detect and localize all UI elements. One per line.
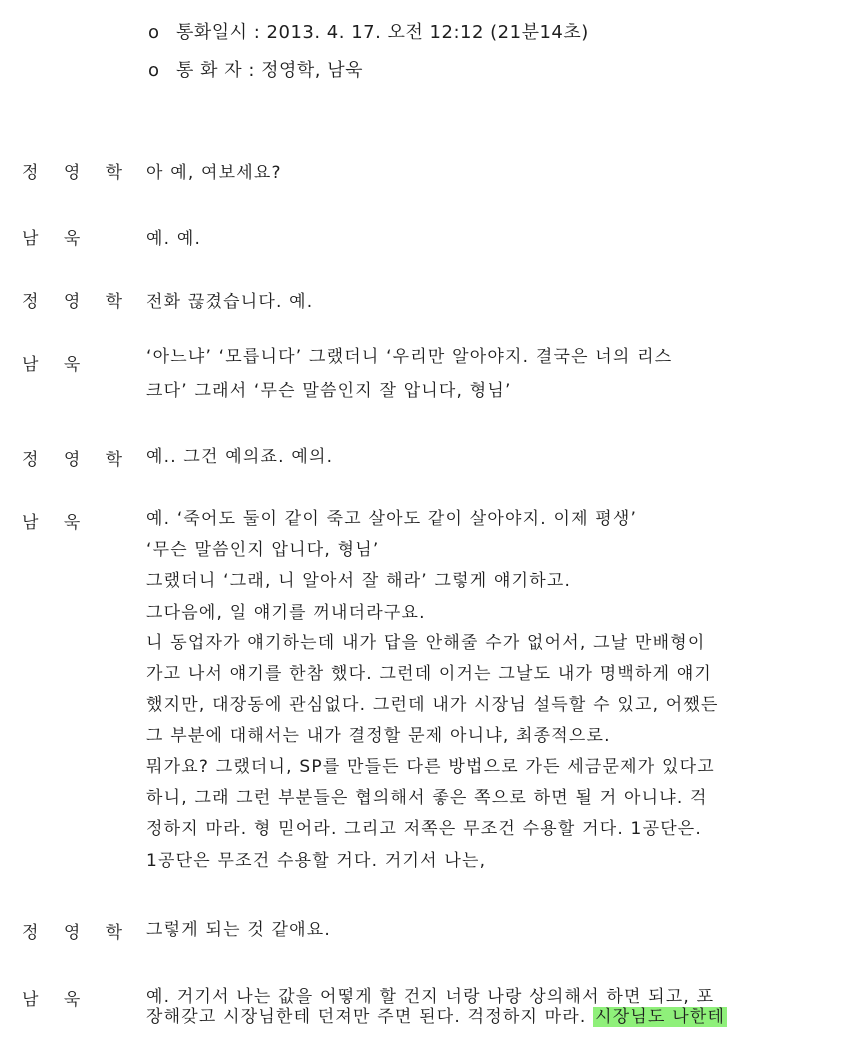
speaker-label: 남 욱 xyxy=(22,355,91,375)
speaker-label: 정 영 학 xyxy=(22,292,133,312)
utterance-text: 장해갖고 시장님한테 던져만 주면 된다. 걱정하지 마라. xyxy=(146,1007,594,1027)
bullet-marker: o xyxy=(148,22,160,43)
speaker-label: 정 영 학 xyxy=(22,923,133,943)
utterance-line: 예. 예. xyxy=(146,229,202,249)
bullet-marker: o xyxy=(148,60,160,81)
utterance-line: 예. ‘죽어도 둘이 같이 죽고 살아도 같이 살아야지. 이제 평생’ xyxy=(146,509,638,529)
utterance-line: 그렇게 되는 것 같애요. xyxy=(146,920,332,940)
speaker-label: 남 욱 xyxy=(22,990,91,1010)
utterance-line: 예.. 그건 예의죠. 예의. xyxy=(146,447,334,467)
utterance-line: 그 부분에 대해서는 내가 결정할 문제 아니냐, 최종적으로. xyxy=(146,726,611,746)
utterance-line: 니 동업자가 얘기하는데 내가 답을 안해줄 수가 없어서, 그날 만배형이 xyxy=(146,633,706,653)
speaker-label: 정 영 학 xyxy=(22,163,133,183)
utterance-line: 하니, 그래 그런 부분들은 협의해서 좋은 쪽으로 하면 될 거 아니냐. 걱 xyxy=(146,788,708,808)
utterance-line: 뭐가요? 그랬더니, SP를 만들든 다른 방법으로 가든 세금문제가 있다고 xyxy=(146,757,715,777)
utterance-line: ‘무슨 말씀인지 압니다, 형님’ xyxy=(146,540,380,560)
utterance-line: 예. 거기서 나는 값을 어떻게 할 건지 너랑 나랑 상의해서 하면 되고, 포 xyxy=(146,987,715,1007)
highlighted-text: 시장님도 나한테 xyxy=(595,1007,726,1027)
utterance-line: 전화 끊겼습니다. 예. xyxy=(146,292,314,312)
utterance-line: 아 예, 여보세요? xyxy=(146,163,282,183)
call-datetime: 통화일시 : 2013. 4. 17. 오전 12:12 (21분14초) xyxy=(176,22,589,43)
utterance-line: 크다’ 그래서 ‘무슨 말씀인지 잘 압니다, 형님’ xyxy=(146,381,512,401)
speaker-label: 남 욱 xyxy=(22,229,91,249)
call-datetime-line xyxy=(148,18,589,44)
speaker-label: 정 영 학 xyxy=(22,450,133,470)
utterance-line: 했지만, 대장동에 관심없다. 그런데 내가 시장님 설득할 수 있고, 어쨌든 xyxy=(146,695,719,715)
utterance-line: 그다음에, 일 얘기를 꺼내더라구요. xyxy=(146,603,426,623)
callers-line xyxy=(148,56,363,82)
utterance-line: 가고 나서 얘기를 한참 했다. 그런데 이거는 그날도 내가 명백하게 얘기 xyxy=(146,664,713,684)
callers: 통 화 자 : 정영학, 남욱 xyxy=(176,60,363,81)
speaker-label: 남 욱 xyxy=(22,513,91,533)
utterance-line: 1공단은 무조건 수용할 거다. 거기서 나는, xyxy=(146,851,487,871)
utterance-line: 정하지 마라. 형 믿어라. 그리고 저쪽은 무조건 수용할 거다. 1공단은. xyxy=(146,819,703,839)
utterance-line: 그랬더니 ‘그래, 니 알아서 잘 해라’ 그렇게 얘기하고. xyxy=(146,571,572,591)
utterance-line: ‘아느냐’ ‘모릅니다’ 그랬더니 ‘우리만 알아야지. 결국은 너의 리스 xyxy=(146,347,673,367)
utterance-line xyxy=(146,1002,727,1027)
